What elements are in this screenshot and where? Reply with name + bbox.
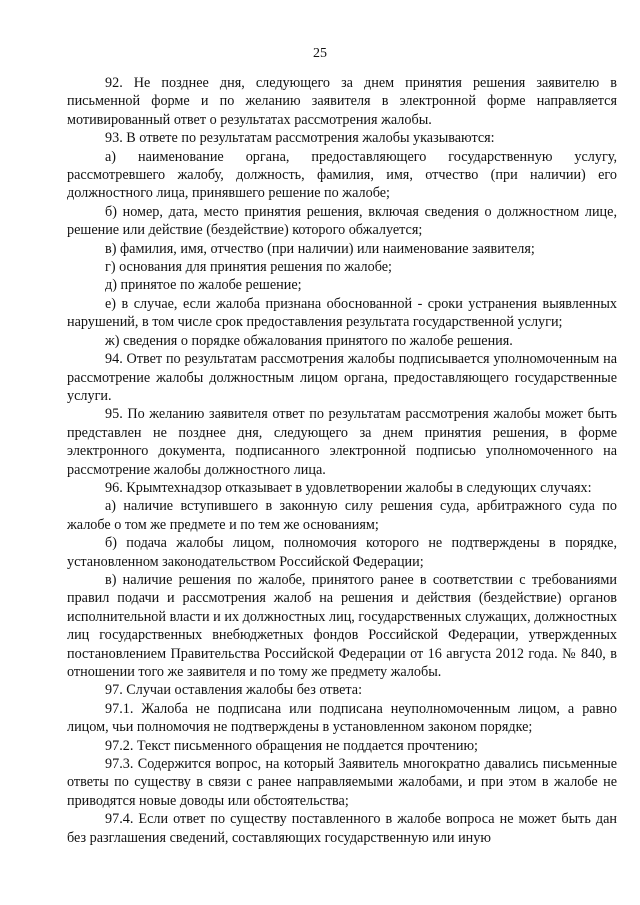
paragraph-97: 97. Случаи оставления жалобы без ответа: [105,682,363,699]
paragraph-97-1: 97.1. Жалоба не подписана или подписана неуполномоченным лицом, а равно лицом, чьи полномочия не подтверждены в установленном законом порядке; [67,700,617,736]
paragraph-95: 95. По желанию заявителя ответ по результатам рассмотрения жалобы может быть представлен не позднее дня, следующего за днем принятия решения, в форме электронного документа, подписанного электронной подписью уполномоченного на рассмотрение жалобы должностного лица. [67,406,617,478]
paragraph-93-zh: ж) сведения о порядке обжалования принятого по жалобе решения. [105,332,513,349]
page-number: 25 [313,46,327,61]
document-body [67,74,617,847]
paragraph-93: 93. В ответе по результатам рассмотрения жалобы указываются: [105,130,495,147]
paragraph-97-4: 97.4. Если ответ по существу поставленного в жалобе вопроса не может быть дан без разглашения сведений, составляющих государственную или иную [67,811,617,846]
paragraph-92: 92. Не позднее дня, следующего за днем принятия решения заявителю в письменной форме и по желанию заявителя в электронной форме направляется мотивированный ответ о результатах рассмотрения жалобы. [67,75,617,128]
paragraph-97-2: 97.2. Текст письменного обращения не поддается прочтению; [105,737,478,754]
paragraph-93-e: е) в случае, если жалоба признана обоснованной - сроки устранения выявленных нарушений, в том числе срок предоставления результата государственной услуги; [67,295,617,331]
paragraph-96-a: а) наличие вступившего в законную силу решения суда, арбитражного суда по жалобе о том же предмете и по тем же основаниям; [67,498,617,533]
paragraph-96-v: в) наличие решения по жалобе, принятого ранее в соответствии с требованиями правил подачи и рассмотрения жалоб на решения и действия (бездействие) органов исполнительной власти и их должностных лиц, государственных служащих, должностных лиц государственных внебюджетных фондов Российской Федерации, утвержденных постановлением Правительства Российской Федерации от 16 августа 2012 года. № 840, в отношении того же заявителя и по тому же предмету жалобы. [67,571,617,680]
paragraph-93-a: а) наименование органа, предоставляющего государственную услугу, рассмотревшего жалобу, должность, фамилия, имя, отчество (при наличии) его должностного лица, принявшего решение по жалобе; [67,148,617,202]
paragraph-96-b: б) подача жалобы лицом, полномочия которого не подтверждены в порядке, установленном законодательством Российской Федерации; [67,535,617,570]
paragraph-96: 96. Крымтехнадзор отказывает в удовлетворении жалобы в следующих случаях: [105,479,592,496]
paragraph-94: 94. Ответ по результатам рассмотрения жалобы подписывается уполномоченным на рассмотрение жалобы должностным лицом органа, предоставляющего государственные услуги. [67,351,617,404]
paragraph-97-3: 97.3. Содержится вопрос, на который Заявитель многократно давались письменные ответы по существу в связи с ранее направляемыми жалобами, и при этом в жалобе не приводятся новые доводы или обстоятельства; [67,756,617,809]
paragraph-93-g: г) основания для принятия решения по жалобе; [105,259,392,276]
paragraph-93-d: д) принятое по жалобе решение; [105,277,302,294]
paragraph-93-b: б) номер, дата, место принятия решения, включая сведения о должностном лице, решение или действие (бездействие) которого обжалуется; [67,203,617,239]
paragraph-93-v: в) фамилия, имя, отчество (при наличии) или наименование заявителя; [105,240,535,257]
